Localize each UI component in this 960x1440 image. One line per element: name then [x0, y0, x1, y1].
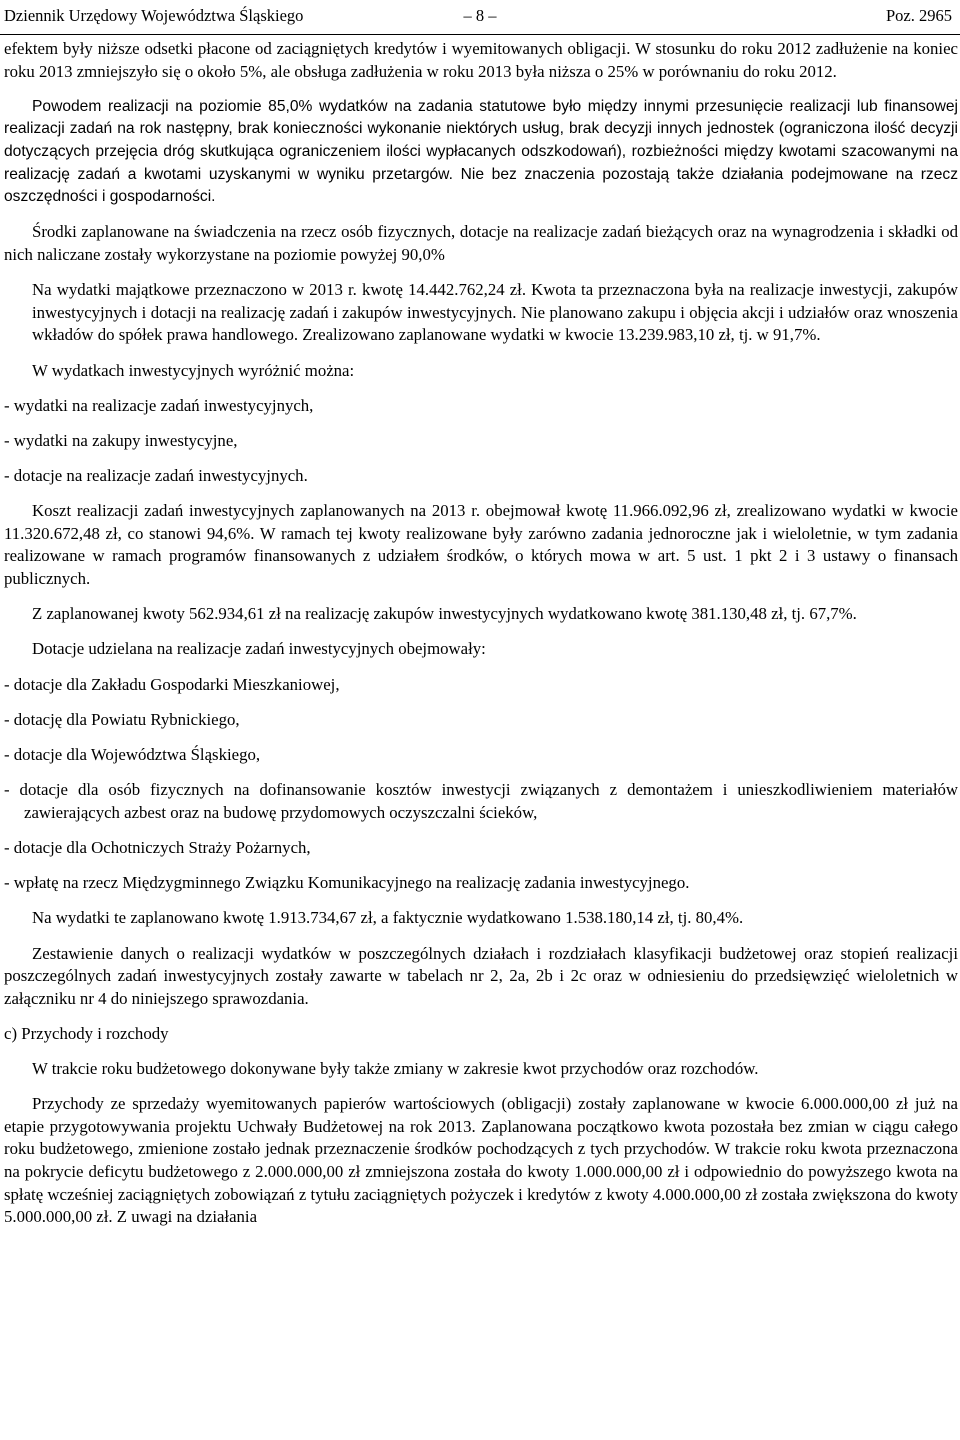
- paragraph-property-expenses: Na wydatki majątkowe przeznaczono w 2013 r. kwotę 14.442.762,24 zł. Kwota ta przeznaczona była na realizacje inwestycji, zakupów inwestycyjnych i dotacji na realizację zadań i zakupów inwestycyjnych. Nie planowano zakupu i objęcia akcji i udziałów oraz wnoszenia wkładów do spółek prawa handlowego. Zrealizowano zaplanowane wydatki w kwocie 13.239.983,10 zł, tj. w 91,7%.: [32, 280, 958, 345]
- grants-list: [4, 674, 958, 895]
- paragraph-grants-amount: Na wydatki te zaplanowano kwotę 1.913.734,67 zł, a faktycznie wydatkowano 1.538.180,14 zł, tj. 80,4%.: [32, 908, 744, 928]
- paragraph-purchases: Z zaplanowanej kwoty 562.934,61 zł na realizację zakupów inwestycyjnych wydatkowano kwotę 381.130,48 zł, tj. 67,7%.: [32, 604, 857, 624]
- paragraph-debt-service: efektem były niższe odsetki płacone od zaciągniętych kredytów i wyemitowanych obligacji. W stosunku do roku 2012 zadłużenie na koniec roku 2013 zmniejszyło się o około 5%, ale obsługa zadłużenia w roku 2013 była niższa o 25% w porównaniu do roku 2012.: [4, 39, 958, 81]
- list-item: - dotacje na realizacje zadań inwestycyjnych.: [4, 466, 308, 486]
- position-number: Poz. 2965: [886, 6, 952, 25]
- paragraph-investment-intro: W wydatkach inwestycyjnych wyróżnić można:: [32, 360, 355, 380]
- page-number: – 8 –: [463, 6, 497, 25]
- journal-title: Dziennik Urzędowy Województwa Śląskiego: [4, 6, 304, 25]
- paragraph-summary-tables: Zestawienie danych o realizacji wydatków w poszczególnych działach i rozdziałach klasyfikacji budżetowej oraz stopień realizacji poszczególnych zadań inwestycyjnych zostały zawarte w tabelach nr 2, 2a, 2b i 2c oraz w odniesieniu do przedsięwzięć wieloletnich w załączniku nr 4 do niniejszego sprawozdania.: [4, 943, 958, 1008]
- list-item: - dotacje dla Województwa Śląskiego,: [4, 744, 261, 764]
- paragraph-benefits-funds: Środki zaplanowane na świadczenia na rzecz osób fizycznych, dotacje na realizacje zadań bieżących oraz na wynagrodzenia i składki od nich naliczane zostały wykorzystane na poziomie powyżej 90,0%: [4, 222, 958, 264]
- page-header: [0, 0, 960, 35]
- paragraph-investment-cost: Koszt realizacji zadań inwestycyjnych zaplanowanych na 2013 r. obejmował kwotę 11.966.092,96 zł, zrealizowano wydatki w kwocie 11.320.672,48 zł, co stanowi 94,6%. W ramach tej kwoty realizowane były zarówno zadania jednoroczne jak i wieloletnie, w tym zadania realizowane w ramach programów finansowanych z udziałem środków, o których mowa w art. 5 ust. 1 pkt 2 i 3 ustawy o finansach publicznych.: [4, 501, 958, 589]
- list-item: - wydatki na zakupy inwestycyjne,: [4, 430, 238, 450]
- list-item: - dotacje dla Ochotniczych Straży Pożarnych,: [4, 837, 311, 857]
- list-item: - wydatki na realizacje zadań inwestycyjnych,: [4, 395, 314, 415]
- list-item: - wpłatę na rzecz Międzygminnego Związku Komunikacyjnego na realizację zadania inwestycyjnego.: [4, 873, 690, 893]
- section-heading-revenues: c) Przychody i rozchody: [4, 1023, 169, 1043]
- investment-list: [4, 395, 958, 488]
- list-item: - dotacje dla osób fizycznych na dofinansowanie kosztów inwestycji związanych z demontażem i unieszkodliwieniem materiałów zawierających azbest oraz na budowę przydomowych oczyszczalni ścieków,: [4, 780, 958, 822]
- document-body: [4, 38, 958, 1229]
- paragraph-bonds: Przychody ze sprzedaży wyemitowanych papierów wartościowych (obligacji) zostały zaplanowane w kwocie 6.000.000,00 zł już na etapie przygotowywania projektu Uchwały Budżetowej na rok 2013. Zaplanowana początkowo kwota pozostała bez zmian w ciągu całego roku budżetowego, zmienione zostało jednak przeznaczenie środków pochodzących z tych przychodów. W trakcie roku kwota przeznaczona na pokrycie deficytu budżetowego z 2.000.000,00 zł zmniejszona została do kwoty 1.000.000,00 zł i odpowiednio do powyższego kwota na spłatę wcześniej zaciągniętych zobowiązań z tytułu zaciągniętych pożyczek i kredytów z kwoty 4.000.000,00 zł została zwiększona do kwoty 5.000.000,00 zł. Z uwagi na działania: [4, 1094, 958, 1227]
- paragraph-statutory-expenses: Powodem realizacji na poziomie 85,0% wydatków na zadania statutowe było między innymi przesunięcie realizacji lub finansowej realizacji zadań na rok następny, brak konieczności wykonanie niektórych usług, brak decyzji innych jednostek (ograniczona ilość decyzji dotyczących przejęcia dróg skutkująca ograniczeniem ilości wypłacanych odszkodowań), rozbieżności między kwotami szacowanymi na realizację zadań a kwotami uzyskanymi w wyniku przetargów. Nie bez znaczenia pozostają także działania podejmowane na rzecz oszczędności i gospodarności.: [4, 97, 958, 206]
- paragraph-grants-intro: Dotacje udzielana na realizacje zadań inwestycyjnych obejmowały:: [32, 639, 486, 659]
- list-item: - dotację dla Powiatu Rybnickiego,: [4, 709, 240, 729]
- list-item: - dotacje dla Zakładu Gospodarki Mieszkaniowej,: [4, 674, 340, 694]
- paragraph-changes: W trakcie roku budżetowego dokonywane były także zmiany w zakresie kwot przychodów oraz rozchodów.: [32, 1059, 759, 1079]
